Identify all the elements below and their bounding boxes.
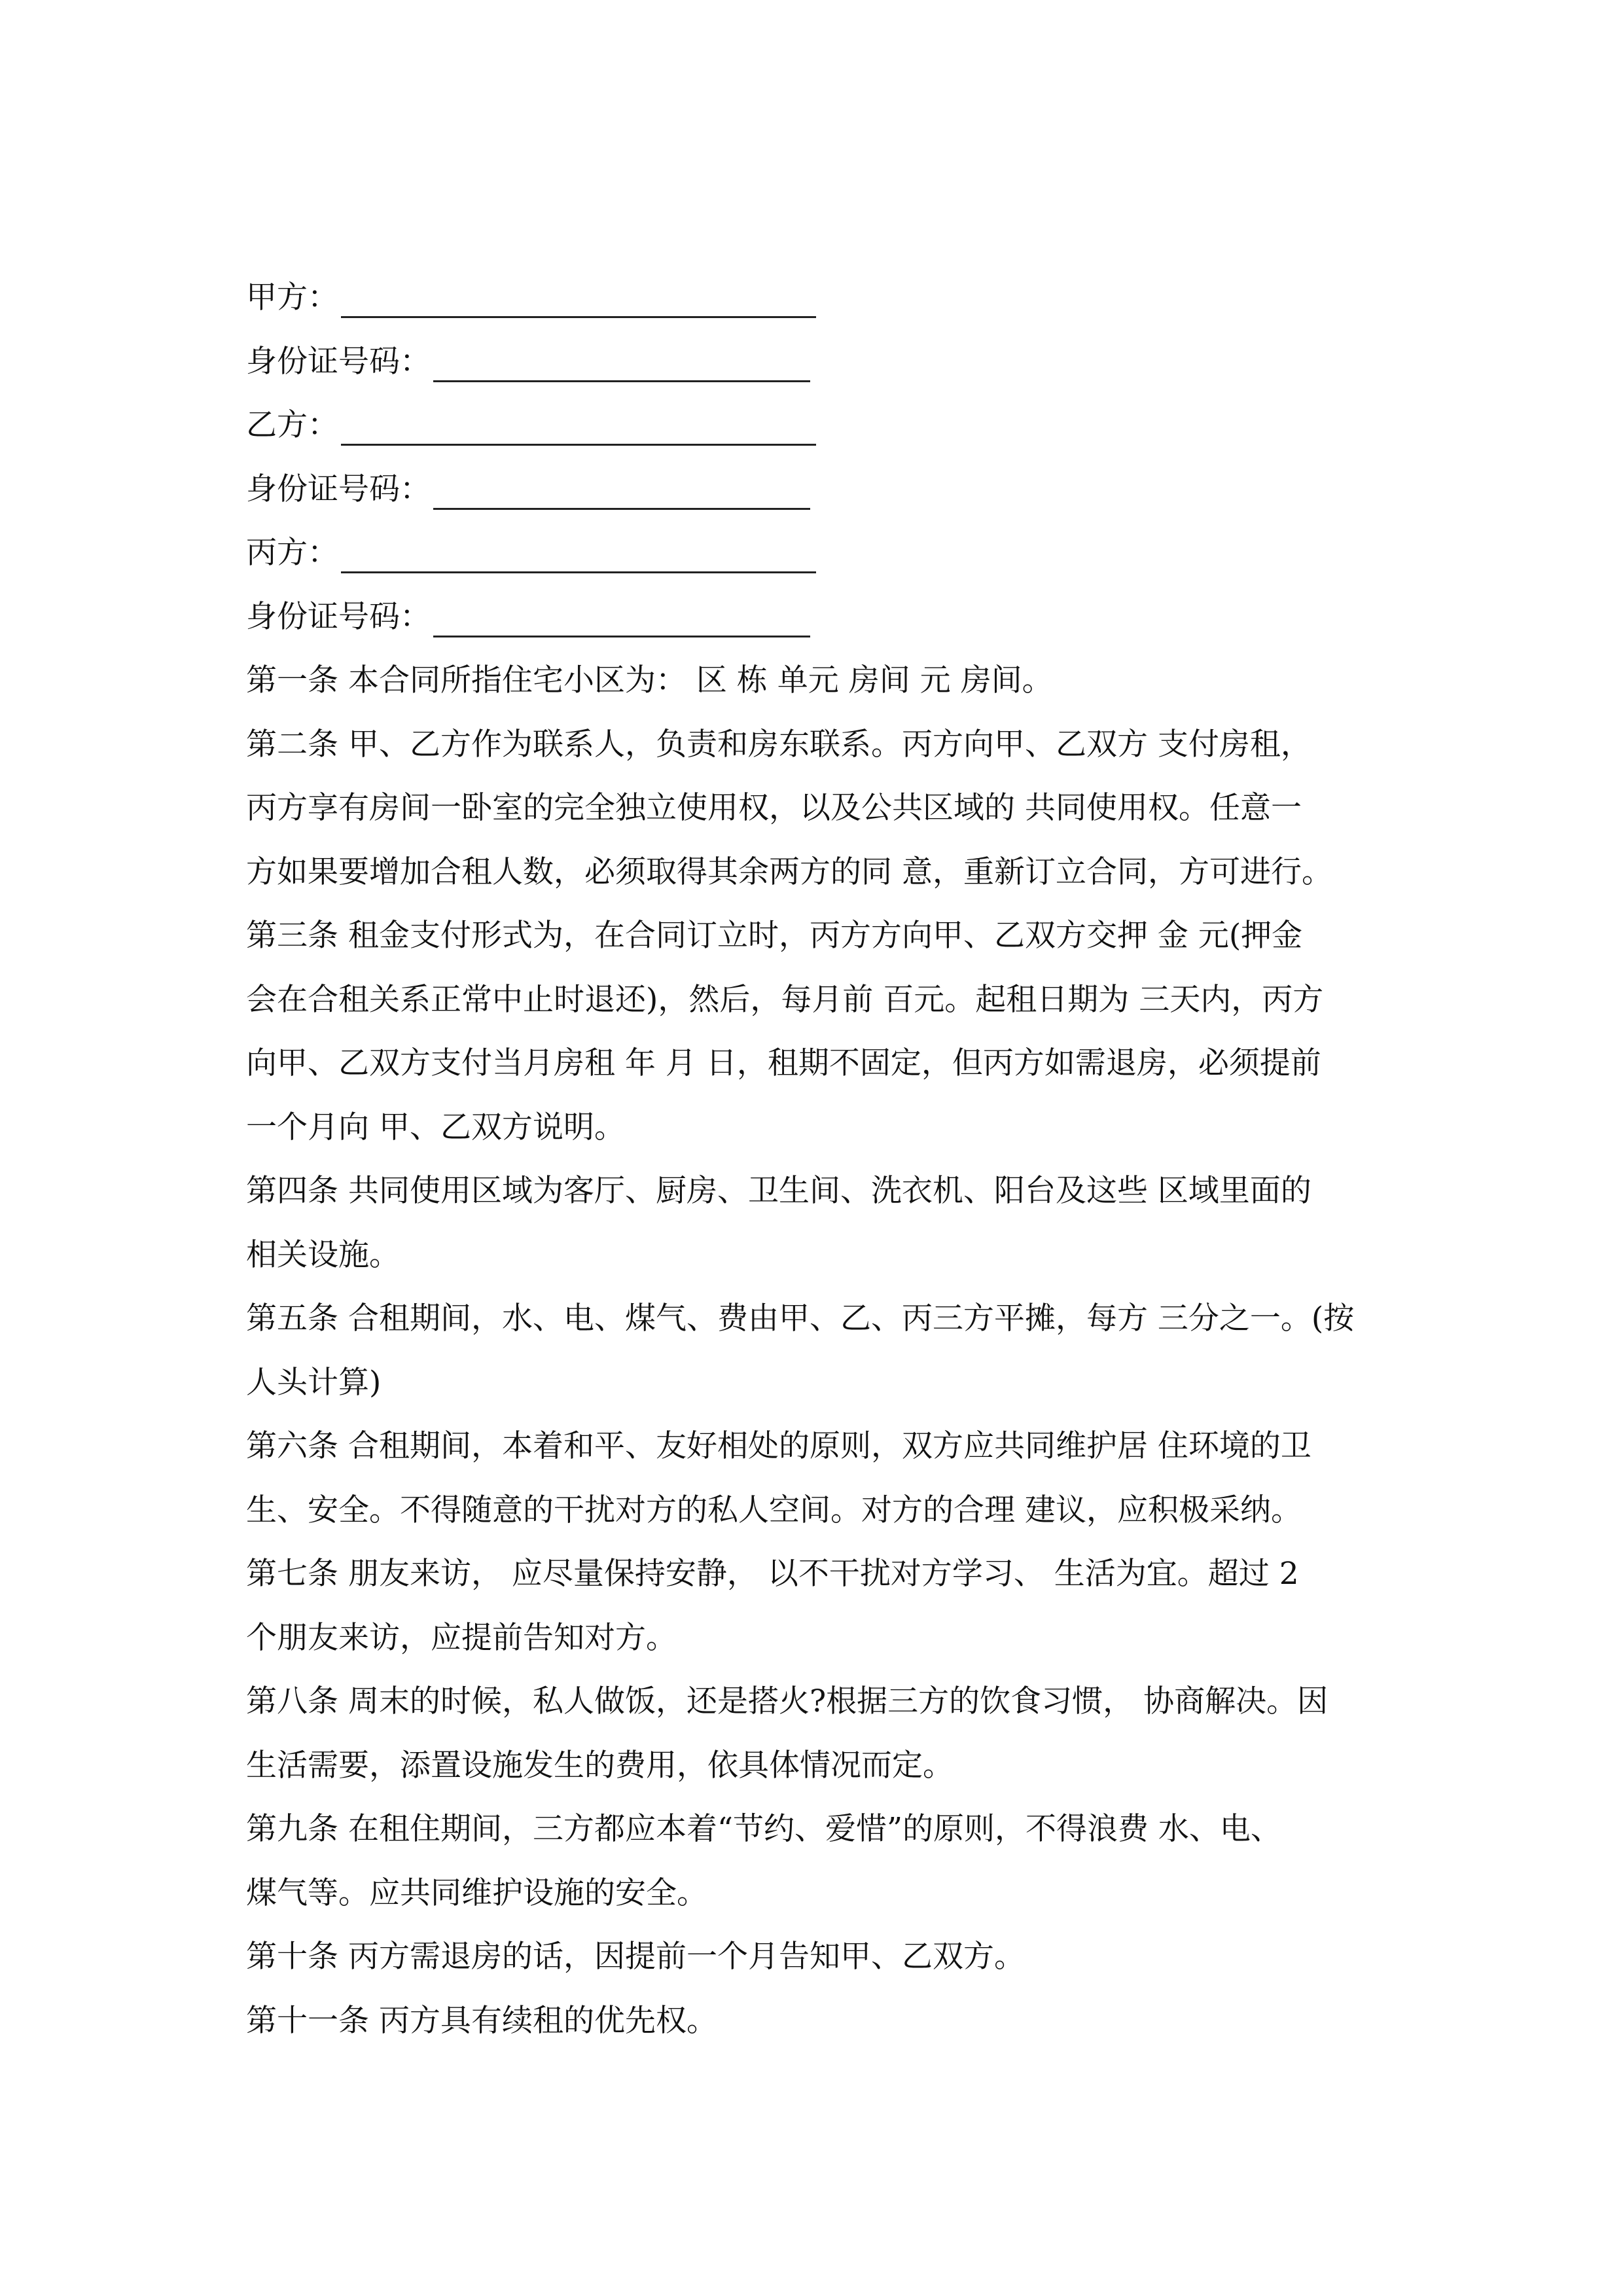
party-c-blank[interactable] [341,532,816,573]
party-b-id-blank[interactable] [433,469,810,510]
article-2-line-2: 丙方享有房间一卧室的完全独立使用权，以及公共区域的 共同使用权。任意一 [246,790,1302,826]
article-2-line-1: 第二条 甲、乙方作为联系人，负责和房东联系。丙方向甲、乙双方 支付房租， [246,726,1311,762]
article-3-line-1: 第三条 租金支付形式为，在合同订立时，丙方方向甲、乙双方交押 金 元(押金 [246,918,1303,954]
contract-body [246,266,1418,2053]
party-a-label: 甲方： [246,279,338,315]
article-5-line-2: 人头计算) [246,1364,382,1401]
article-7-line-2: 个朋友来访，应提前告知对方。 [246,1619,677,1656]
party-a-blank[interactable] [341,277,816,318]
party-c-field [246,521,1418,585]
party-b-label: 乙方： [246,407,338,443]
article-1-line-1: 第一条 本合同所指住宅小区为： 区 栋 单元 房间 元 房间。 [246,662,1053,698]
party-c-id-field [246,585,1418,649]
party-a-field [246,266,1418,330]
article-9-line-2: 煤气等。应共同维护设施的安全。 [246,1874,707,1911]
article-3-line-4: 一个月向 甲、乙双方说明。 [246,1109,625,1145]
article-8-line-1: 第八条 周末的时候，私人做饭，还是搭火?根据三方的饮食习惯， 协商解决。因 [246,1683,1329,1719]
article-4-line-2: 相关设施。 [246,1236,400,1273]
article-11-line-1: 第十一条 丙方具有续租的优先权。 [246,2002,717,2039]
party-a-id-blank[interactable] [433,341,810,382]
article-2-line-3: 方如果要增加合租人数，必须取得其余两方的同 意，重新订立合同，方可进行。 [246,853,1332,890]
article-4-line-1: 第四条 共同使用区域为客厅、厨房、卫生间、洗衣机、阳台及这些 区域里面的 [246,1173,1311,1209]
article-5-line-1: 第五条 合租期间，水、电、煤气、费由甲、乙、丙三方平摊，每方 三分之一。(按 [246,1300,1355,1336]
article-3-line-2: 会在合租关系正常中止时退还)，然后，每月前 百元。起租日期为 三天内，丙方 [246,981,1324,1018]
party-a-id-label: 身份证号码： [246,343,431,380]
article-7-line-1: 第七条 朋友来访， 应尽量保持安静， 以不干扰对方学习、 生活为宜。超过 2 [246,1556,1299,1592]
party-a-id-field [246,330,1418,394]
article-10-line-1: 第十条 丙方需退房的话，因提前一个月告知甲、乙双方。 [246,1939,1025,1975]
party-b-id-label: 身份证号码： [246,471,431,507]
article-9-line-1: 第九条 在租住期间，三方都应本着“节约、爱惜”的原则，不得浪费 水、电、 [246,1811,1281,1847]
party-c-id-label: 身份证号码： [246,598,431,635]
party-c-id-blank[interactable] [433,596,810,637]
article-3-line-3: 向甲、乙双方支付当月房租 年 月 日，租期不固定，但丙方如需退房，必须提前 [246,1045,1321,1081]
party-b-blank[interactable] [341,404,816,446]
article-6-line-1: 第六条 合租期间，本着和平、友好相处的原则，双方应共同维护居 住环境的卫 [246,1428,1311,1464]
party-b-field [246,393,1418,457]
article-6-line-2: 生、安全。不得随意的干扰对方的私人空间。对方的合理 建议，应积极采纳。 [246,1492,1302,1528]
party-c-label: 丙方： [246,535,338,571]
party-b-id-field [246,457,1418,522]
article-8-line-2: 生活需要，添置设施发生的费用，依具体情况而定。 [246,1747,954,1784]
contract-articles [246,649,1418,2053]
